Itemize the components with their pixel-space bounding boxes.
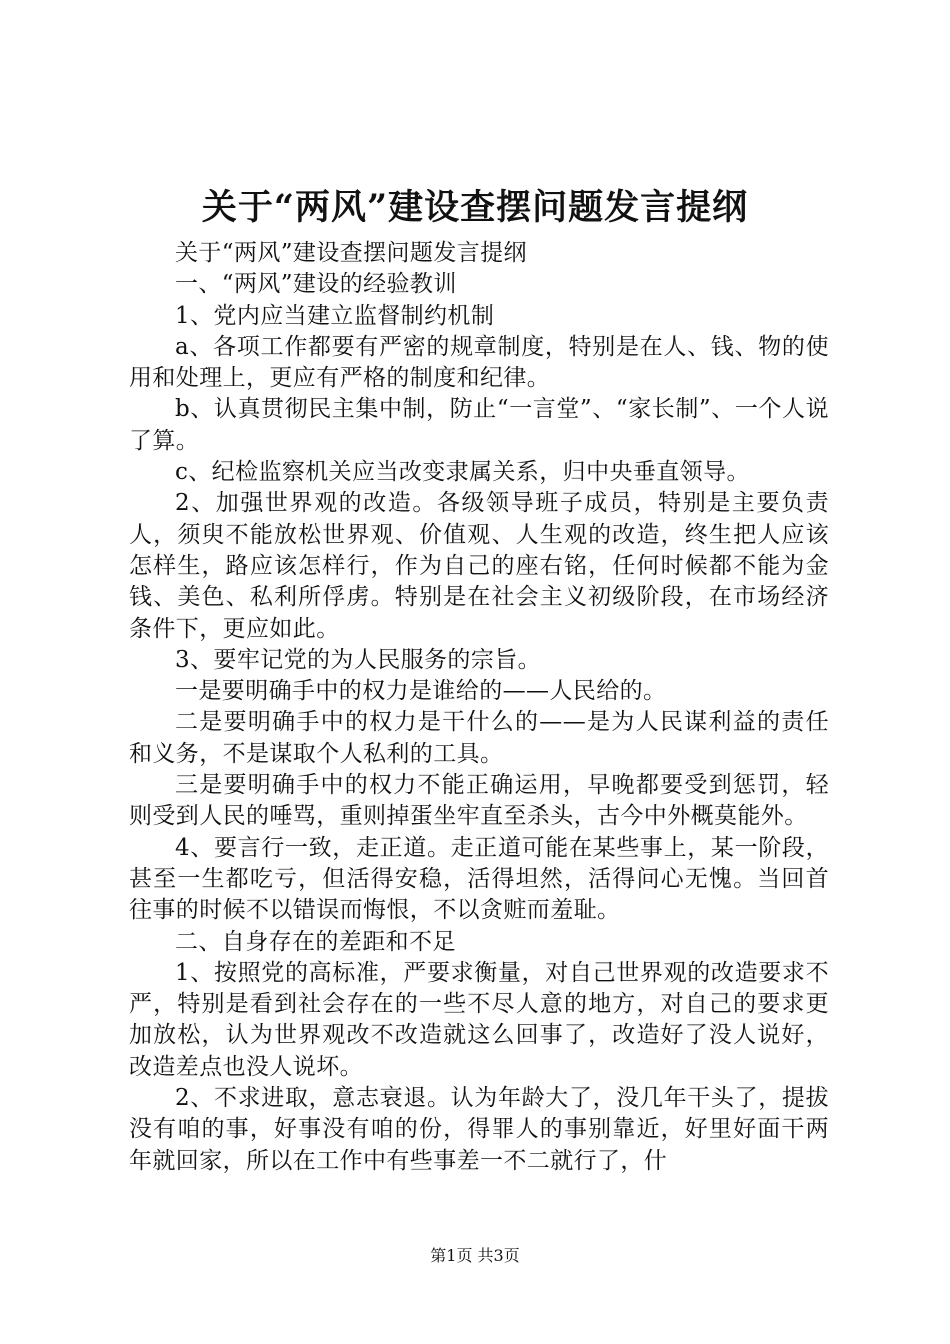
paragraph: 二是要明确手中的权力是干什么的——是为人民谋利益的责任和义务，不是谋取个人私利的工具。 — [129, 709, 829, 767]
paragraph: 4、要言行一致，走正道。走正道可能在某些事上，某一阶段，甚至一生都吃亏，但活得安稳，活得坦然，活得问心无愧。当回首往事的时候不以错误而悔恨，不以贪赃而羞耻。 — [129, 834, 829, 924]
paragraph: 2、不求进取，意志衰退。认为年龄大了，没几年干头了，提拔没有咱的事，好事没有咱的份，得罪人的事别靠近，好里好面干两年就回家，所以在工作中有些事差一不二就行了，什 — [129, 1085, 829, 1174]
section-heading: 一、“两风”建设的经验教训 — [175, 271, 457, 298]
paragraph: 1、按照党的高标准，严要求衡量，对自己世界观的改造要求不严，特别是看到社会存在的一些不尽人意的地方，对自己的要求更加放松，认为世界观改不改造就这么回事了，改造好了没人说好，改造差点也没人说坏。 — [129, 959, 829, 1080]
paragraph: a、各项工作都要有严密的规章制度，特别是在人、钱、物的使用和处理上，更应有严格的制度和纪律。 — [129, 333, 829, 392]
paragraph: 一是要明确手中的权力是谁给的——人民给的。 — [175, 678, 667, 705]
paragraph: b、认真贯彻民主集中制，防止“一言堂”、“家长制”、一个人说了算。 — [129, 396, 829, 454]
page-footer: 第1页 共3页 — [430, 1246, 520, 1265]
document-body — [129, 238, 829, 1177]
paragraph: 三是要明确手中的权力不能正确运用，早晚都要受到惩罚，轻则受到人民的唾骂，重则掉蛋坐牢直至杀头，古今中外概莫能外。 — [129, 772, 829, 830]
paragraph: 关于“两风”建设查摆问题发言提纲 — [175, 240, 527, 266]
document-title: 关于“两风”建设查摆问题发言提纲 — [201, 187, 749, 228]
paragraph: 2、加强世界观的改造。各级领导班子成员，特别是主要负责人，须臾不能放松世界观、价值观、人生观的改造，终生把人应该怎样生，路应该怎样行，作为自己的座右铭，任何时候都不能为金钱、美色、私利所俘虏。特别是在社会主义初级阶段，在市场经济条件下，更应如此。 — [129, 490, 829, 642]
section-heading: 二、自身存在的差距和不足 — [175, 928, 456, 955]
subsection-heading: 3、要牢记党的为人民服务的宗旨。 — [175, 646, 542, 673]
paragraph: c、纪检监察机关应当改变隶属关系，归中央垂直领导。 — [175, 459, 750, 486]
subsection-heading: 1、党内应当建立监督制约机制 — [175, 302, 495, 329]
